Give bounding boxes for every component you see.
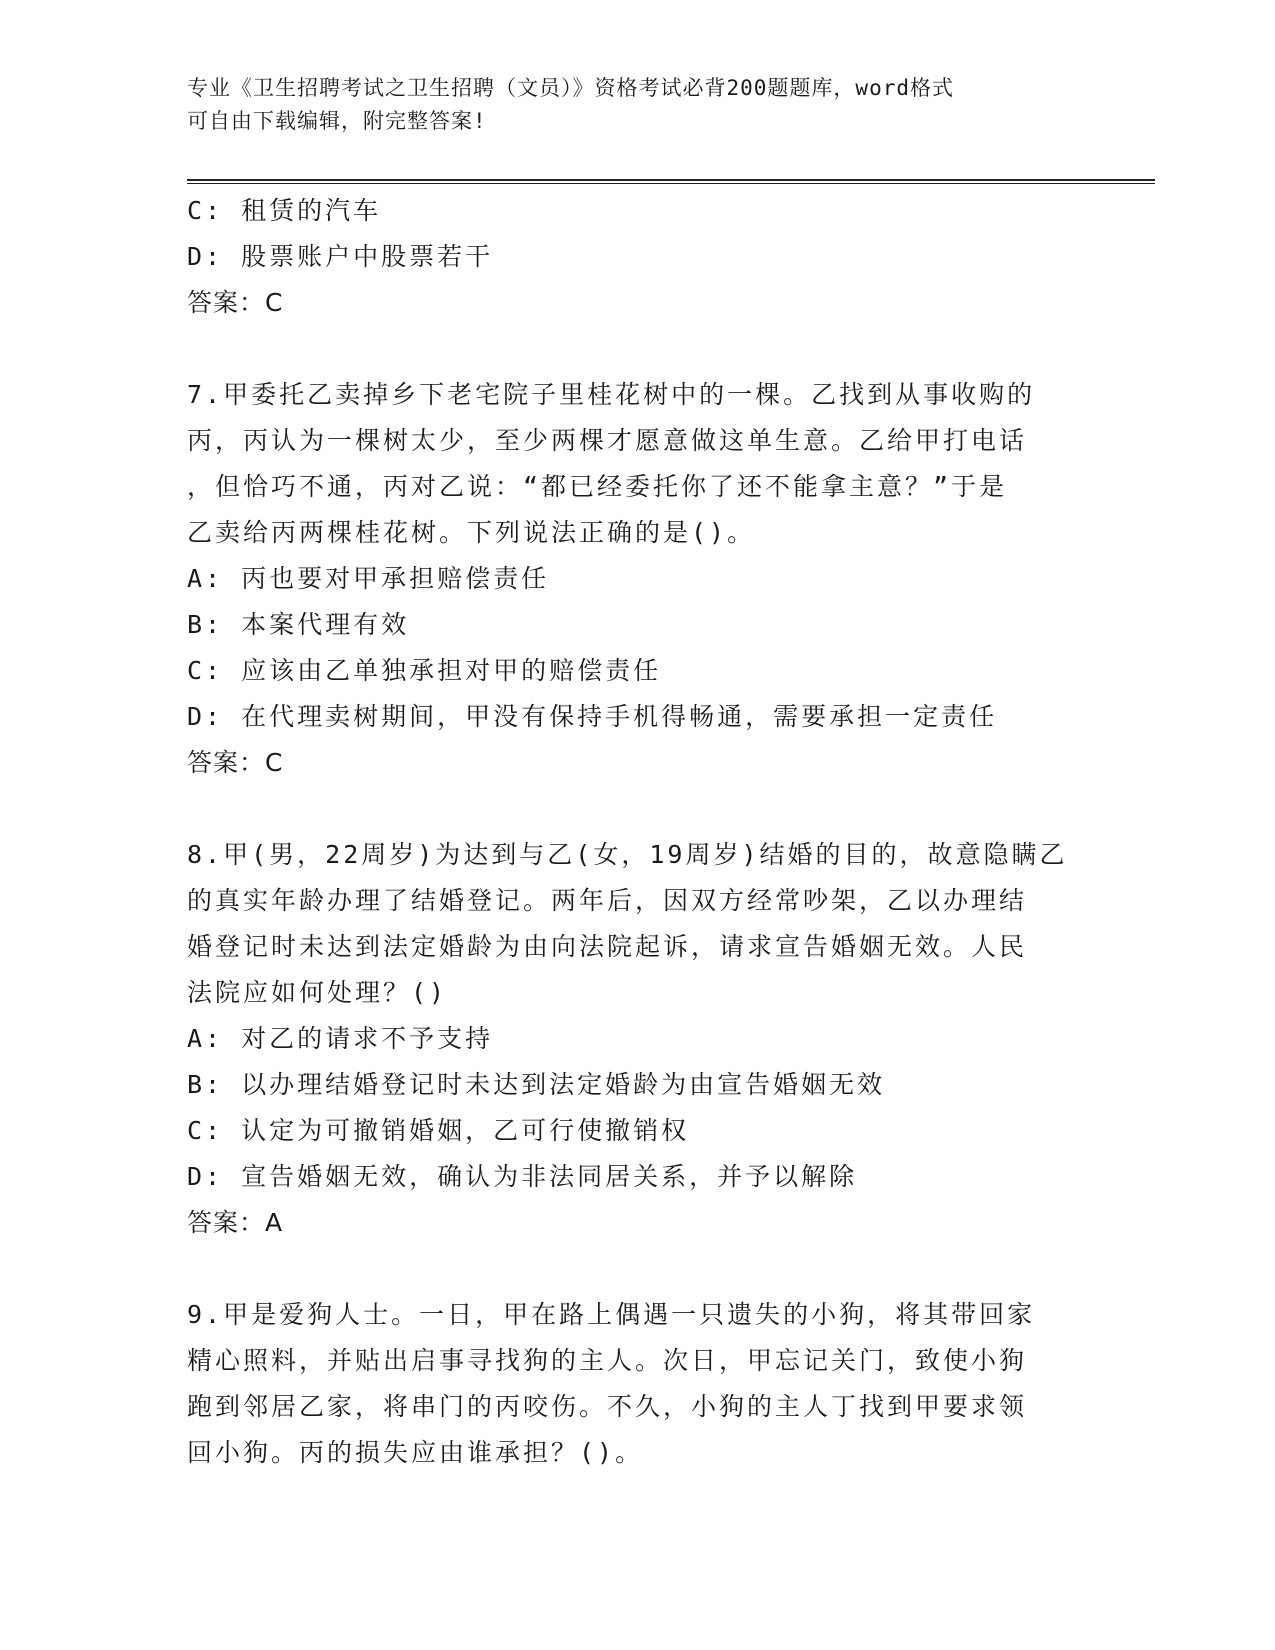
option-a: A: 对乙的请求不予支持: [187, 1024, 494, 1053]
question-stem-line: 9.甲是爱狗人士。一日，甲在路上偶遇一只遗失的小狗，将其带回家: [187, 1300, 1036, 1329]
question-stem-line: 8.甲(男，22周岁)为达到与乙(女，19周岁)结婚的目的，故意隐瞒乙: [187, 840, 1068, 869]
question-stem-line: 乙卖给丙两棵桂花树。下列说法正确的是()。: [187, 518, 756, 547]
answer: 答案：C: [187, 748, 284, 777]
header-title-line-2: 可自由下载编辑，附完整答案!: [187, 109, 487, 133]
header-divider-thick: [187, 179, 1155, 181]
question-list: [187, 188, 1087, 1476]
question-stem-line: 丙，丙认为一棵树太少，至少两棵才愿意做这单生意。乙给甲打电话: [187, 426, 1028, 455]
option-c: C: 租赁的汽车: [187, 196, 382, 225]
option-d: D: 宣告婚姻无效，确认为非法同居关系，并予以解除: [187, 1162, 858, 1191]
question-spacer: [187, 1246, 1087, 1292]
question-9: [187, 1292, 1087, 1476]
option-d: D: 股票账户中股票若干: [187, 242, 494, 271]
question-stem-line: 跑到邻居乙家，将串门的丙咬伤。不久，小狗的主人丁找到甲要求领: [187, 1392, 1028, 1421]
question-stem-line: 回小狗。丙的损失应由谁承担？()。: [187, 1438, 644, 1467]
question-6-tail: [187, 188, 1087, 326]
option-a: A: 丙也要对甲承担赔偿责任: [187, 564, 550, 593]
question-stem-line: ，但恰巧不通，丙对乙说：“都已经委托你了还不能拿主意？”于是: [187, 472, 1008, 501]
question-spacer: [187, 786, 1087, 832]
answer: 答案：A: [187, 1208, 284, 1237]
question-spacer: [187, 326, 1087, 372]
answer: 答案：C: [187, 288, 284, 317]
question-stem-line: 7.甲委托乙卖掉乡下老宅院子里桂花树中的一棵。乙找到从事收购的: [187, 380, 1036, 409]
option-c: C: 认定为可撤销婚姻，乙可行使撤销权: [187, 1116, 690, 1145]
option-b: B: 本案代理有效: [187, 610, 410, 639]
header-divider-thin: [187, 183, 1155, 184]
question-8: [187, 832, 1087, 1246]
question-stem-line: 的真实年龄办理了结婚登记。两年后，因双方经常吵架，乙以办理结: [187, 886, 1028, 915]
option-c: C: 应该由乙单独承担对甲的赔偿责任: [187, 656, 662, 685]
question-7: [187, 372, 1087, 786]
question-stem-line: 婚登记时未达到法定婚龄为由向法院起诉，请求宣告婚姻无效。人民: [187, 932, 1028, 961]
page-header: [187, 72, 1067, 138]
header-title-line-1: 专业《卫生招聘考试之卫生招聘（文员）》资格考试必背200题题库，word格式: [187, 76, 954, 100]
question-stem-line: 精心照料，并贴出启事寻找狗的主人。次日，甲忘记关门，致使小狗: [187, 1346, 1028, 1375]
question-stem-line: 法院应如何处理？(): [187, 978, 448, 1007]
option-b: B: 以办理结婚登记时未达到法定婚龄为由宣告婚姻无效: [187, 1070, 886, 1099]
option-d: D: 在代理卖树期间，甲没有保持手机得畅通，需要承担一定责任: [187, 702, 998, 731]
